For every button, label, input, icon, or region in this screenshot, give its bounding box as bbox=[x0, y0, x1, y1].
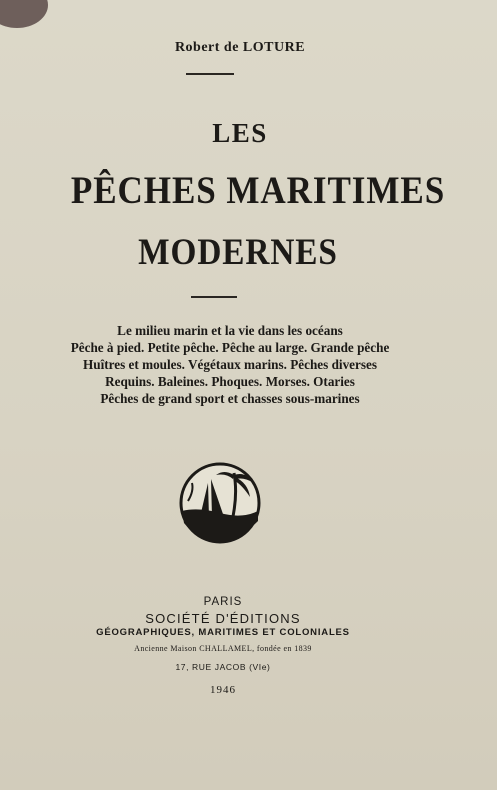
contents-line: Huîtres et moules. Végétaux marins. Pêches diverses bbox=[83, 357, 377, 372]
contents-line: Pêches de grand sport et chasses sous-marines bbox=[100, 391, 360, 406]
contents-line: Pêche à pied. Petite pêche. Pêche au large. Grande pêche bbox=[70, 340, 390, 355]
publisher-city: PARIS bbox=[203, 596, 243, 608]
title-line-1: LES bbox=[212, 118, 268, 148]
ship-in-circle-emblem-icon bbox=[178, 461, 262, 545]
title-line-2: PÊCHES MARITIMES bbox=[70, 169, 446, 212]
author-name: Robert de LOTURE bbox=[174, 40, 306, 55]
publisher-subtitle: GÉOGRAPHIQUES, MARITIMES ET COLONIALES bbox=[96, 627, 350, 638]
title-divider bbox=[191, 296, 237, 298]
contents-line: Requins. Baleines. Phoques. Morses. Otaries bbox=[105, 374, 355, 389]
top-divider bbox=[186, 73, 234, 75]
publisher-address: 17, RUE JACOB (VIe) bbox=[175, 662, 271, 672]
page-corner-shadow bbox=[0, 0, 48, 28]
publication-year: 1946 bbox=[210, 684, 236, 696]
title-line-3: MODERNES bbox=[138, 232, 338, 273]
publisher-former-name: Ancienne Maison CHALLAMEL, fondée en 1839 bbox=[134, 644, 312, 653]
contents-line: Le milieu marin et la vie dans les océans bbox=[117, 323, 343, 338]
contents-summary bbox=[0, 322, 460, 407]
publisher-name: SOCIÉTÉ D'ÉDITIONS bbox=[145, 611, 301, 626]
